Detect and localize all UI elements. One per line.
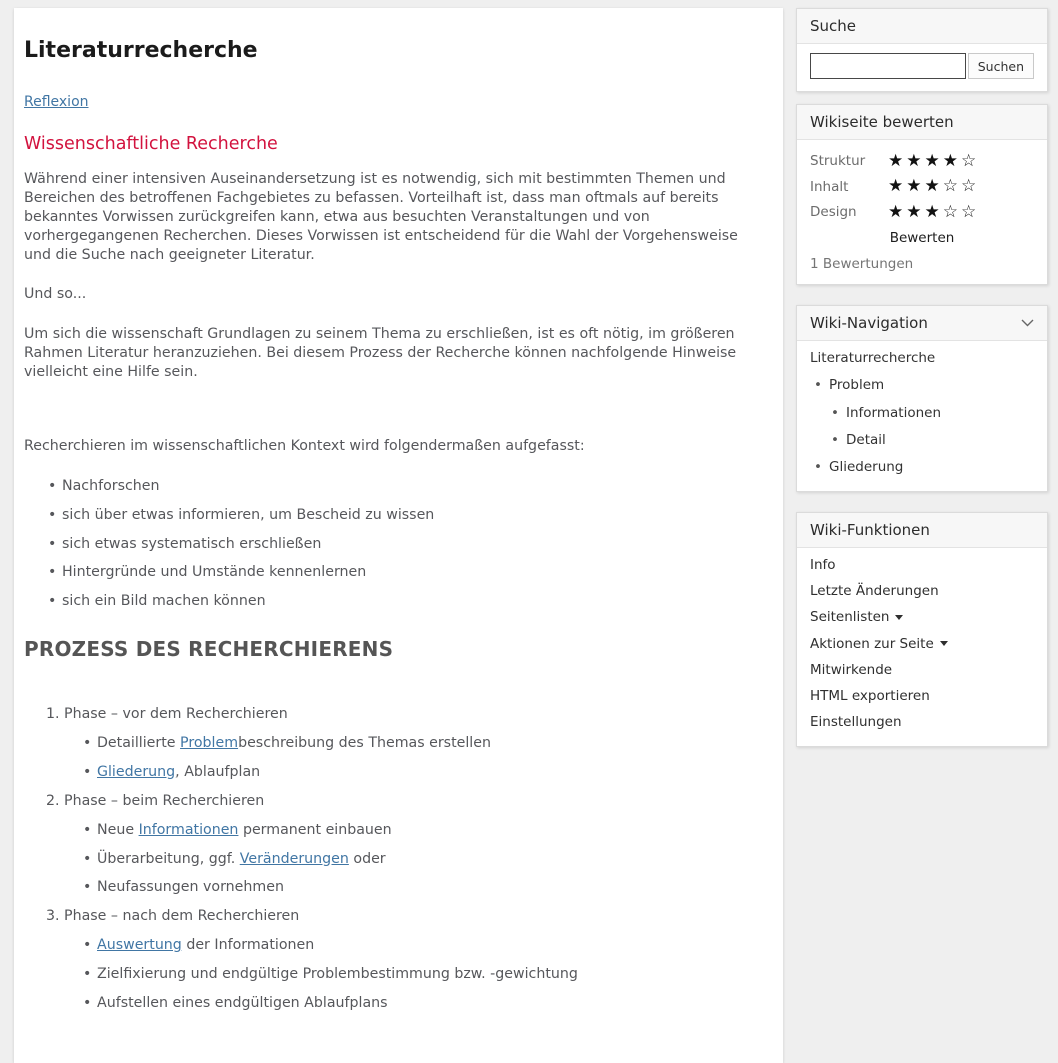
caret-down-icon [940,641,948,646]
list-intro: Recherchieren im wissenschaftlichen Kontext wird folgendermaßen aufgefasst: [24,437,585,454]
function-item-label: HTML exportieren [810,688,930,705]
process-list [24,705,767,1013]
nav-item-problem[interactable] [810,377,1034,393]
bullet-icon: • [831,404,839,421]
search-submit-button[interactable]: Suchen [968,53,1034,79]
rate-button[interactable]: Bewerten [889,230,955,247]
content-link-problem[interactable]: Problem [180,735,239,751]
nav-item-gliederung[interactable] [810,459,1034,475]
phase-subitem: • Detaillierte Problembeschreibung des Themas erstellen [83,734,767,753]
paragraph: Und so... [24,286,87,303]
phase-label: 1. Phase – vor dem Recherchieren [46,706,288,723]
definition-list [24,477,767,611]
phase-subitem: • Überarbeitung, ggf. Veränderungen oder [83,850,767,869]
phase-subitem: • Aufstellen eines endgültigen Ablaufplans [83,994,767,1013]
function-item-label: Einstellungen [810,714,902,731]
nav-item-label: Detail [846,431,886,448]
rating-rows [810,151,1034,222]
phase-subitem: • Neue Informationen permanent einbauen [83,821,767,840]
paragraph: Um sich die wissenschaft Grundlagen zu seinem Thema zu erschließen, ist es oft nötig, im größeren Rahmen Literatur heranzuziehen. Bei diesem Prozess der Recherche können nachfolgende Hinweise vielleicht eine Hilfe sein. [24,326,737,380]
nav-item-informationen[interactable] [810,405,1034,421]
wiki-functions-title: Wiki-Funktionen [810,521,930,540]
search-panel [796,8,1048,92]
content-link-auswertung[interactable]: Auswertung [97,937,182,954]
rating-panel-body [797,140,1047,284]
function-item-html-exportieren[interactable] [810,688,1034,704]
nav-item-literaturrecherche[interactable] [810,350,1034,366]
rating-count: 1 Bewertungen [810,256,914,273]
list-item: • Hintergründe und Umstände kennenlernen [48,563,767,582]
sidebar [796,8,1048,767]
search-input[interactable] [810,53,966,79]
nav-item-label: Literaturrecherche [810,350,936,367]
content-link-veraenderungen[interactable]: Veränderungen [239,850,349,867]
star-rating-icons[interactable]: ★★★★☆ [888,151,980,171]
reflexion-link[interactable]: Reflexion [24,94,89,110]
rating-label: Inhalt [810,178,849,195]
content-link-informationen[interactable]: Informationen [138,821,239,838]
main-content-panel [14,8,783,1063]
list-item: • sich ein Bild machen können [48,592,767,611]
rating-row-design [810,202,1034,222]
phase-subitem: • Auswertung der Informationen [83,936,767,955]
process-heading: PROZESS DES RECHERCHIERENS [24,637,394,662]
rating-panel [796,104,1048,285]
empty-paragraph [24,403,767,437]
function-item-einstellungen[interactable] [810,714,1034,730]
star-rating-icons[interactable]: ★★★☆☆ [888,176,980,197]
function-item-info[interactable] [810,557,1034,573]
bullet-icon: • [814,458,822,475]
list-item: • Nachforschen [48,477,767,496]
phase-item [46,792,767,898]
search-panel-title: Suche [810,17,857,35]
page-title: Literaturrecherche [24,38,258,63]
bullet-icon: • [814,377,822,394]
paragraph: Während einer intensiven Auseinandersetzung ist es notwendig, sich mit bestimmten Themen und Bereichen des betroffenen Fachgebietes zu befassen. Vorteilhaft ist, dass man oftmals auf bereits bekanntes Vorwissen zurückgreifen kann, etwa aus besuchten Veranstaltungen und von vorhergegangenen Recherchen. Dieses Vorwissen ist entscheidend für die Wahl der Vorgehensweise und die Suche nach geeigneter Literatur. [24,171,738,263]
phase-label: 2. Phase – beim Recherchieren [46,792,265,809]
wiki-navigation-panel [796,305,1048,492]
chevron-down-icon[interactable] [1021,319,1034,327]
function-item-label: Info [810,557,836,574]
wiki-functions-list [797,548,1047,746]
list-item: • sich über etwas informieren, um Bescheid zu wissen [48,506,767,525]
function-item-label: Aktionen zur Seite [810,635,934,652]
star-rating-icons[interactable]: ★★★☆☆ [888,201,980,222]
function-item-seitenlisten[interactable] [810,609,1034,625]
rating-panel-header [797,105,1047,140]
phase-label: 3. Phase – nach dem Recherchieren [46,908,300,925]
nav-item-detail[interactable] [810,432,1034,448]
nav-item-label: Informationen [846,404,942,421]
wiki-functions-header [797,513,1047,548]
function-item-label: Letzte Änderungen [810,583,939,600]
caret-down-icon [895,615,903,620]
bullet-icon: • [831,431,839,448]
search-panel-header [797,9,1047,44]
nav-item-label: Gliederung [829,458,904,475]
rating-label: Design [810,203,857,220]
function-item-label: Seitenlisten [810,609,890,626]
rating-panel-title: Wikiseite bewerten [810,113,954,131]
rating-row-struktur [810,151,1034,171]
rating-row-inhalt [810,176,1034,196]
wiki-functions-panel [796,512,1048,747]
function-item-label: Mitwirkende [810,661,893,678]
phase-subitem: • Zielfixierung und endgültige Problembestimmung bzw. -gewichtung [83,965,767,984]
content-link-gliederung[interactable]: Gliederung [97,763,176,780]
list-item: • sich etwas systematisch erschließen [48,535,767,554]
function-item-aktionen-zur-seite[interactable] [810,636,1034,652]
function-item-letzte-aenderungen[interactable] [810,583,1034,599]
function-item-mitwirkende[interactable] [810,662,1034,678]
rating-label: Struktur [810,153,866,170]
phase-subitem: • Neufassungen vornehmen [83,878,767,897]
wiki-navigation-title: Wiki-Navigation [810,314,928,333]
phase-item [46,907,767,1013]
nav-item-label: Problem [829,377,885,394]
phase-item [46,705,767,782]
phase-subitem: • Gliederung, Ablaufplan [83,763,767,782]
section-heading: Wissenschaftliche Recherche [24,134,278,154]
wiki-nav-tree [797,341,1047,491]
search-panel-body [797,44,1047,91]
wiki-navigation-header [797,306,1047,341]
